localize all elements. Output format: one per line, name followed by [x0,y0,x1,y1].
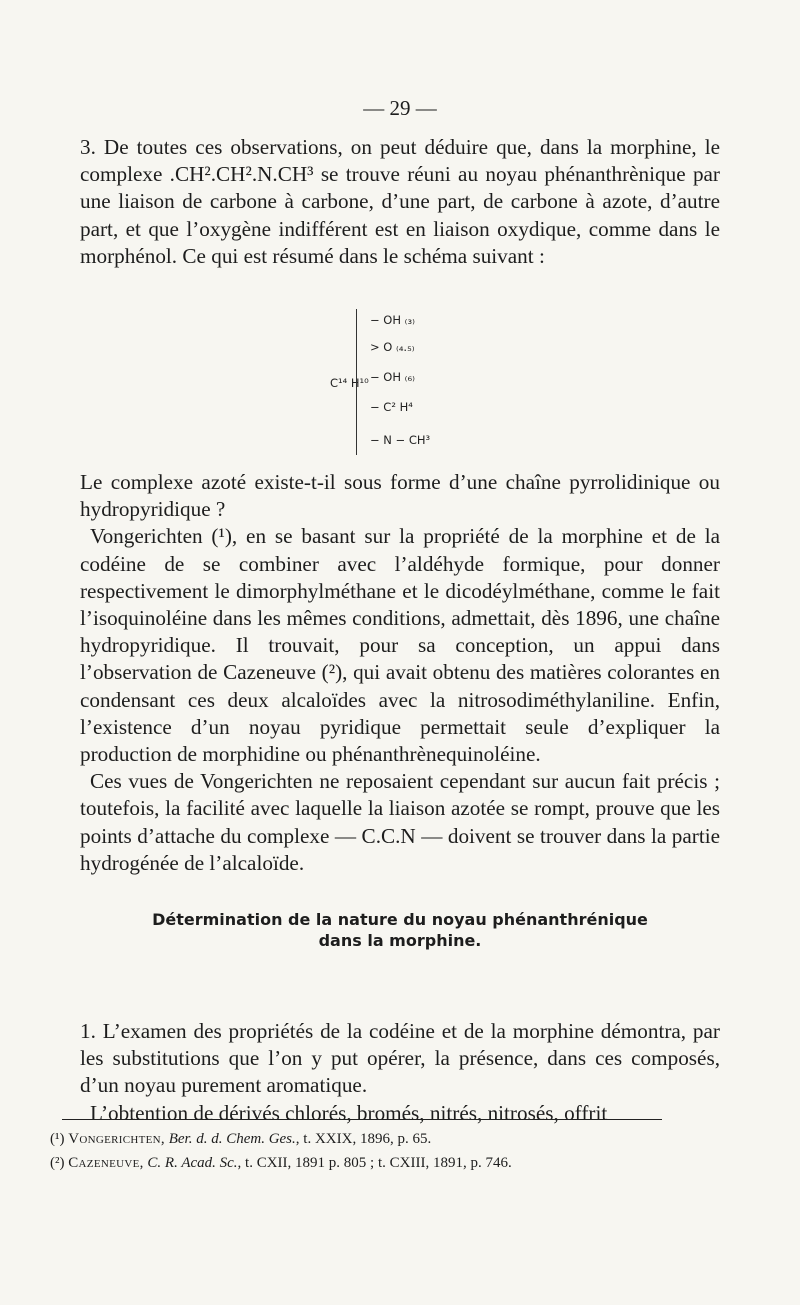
formula-row: − OH ₍₃₎ [370,313,415,327]
paragraph-last: L’obtention de dérivés chlorés, bromés, nitrés, nitrosés, offrit [90,1100,608,1125]
heading-line-1: Détermination de la nature du noyau phénanthrénique [152,910,648,929]
chemical-schema [330,309,510,459]
footnote-author: Vongerichten, [68,1131,165,1147]
section-text [80,1018,720,1127]
paragraph-3 [80,134,720,270]
main-text [80,469,720,877]
footnote-mark: (²) [50,1155,65,1171]
paragraph-question: Le complexe azoté existe-t-il sous forme d’une chaîne pyrrolidinique ou hydropyridique ? [80,470,720,522]
footnote-2 [50,1151,690,1175]
formula-brace [356,309,365,455]
section-heading [80,909,720,951]
footnote-mark: (¹) [50,1131,65,1147]
footnote-ref: , t. CXII, 1891 p. 805 ; t. CXIII, 1891, p. 746. [237,1155,512,1171]
formula-row: − N − CH³ [370,433,431,447]
formula-row: − C² H⁴ [370,400,413,414]
formula-row: > O ₍₄.₅₎ [370,340,415,354]
paragraph-vongerichten: Vongerichten (¹), en se basant sur la propriété de la morphine et de la codéine de se combiner avec l’aldéhyde formique, pour donner respectivement le dimorphylméthane et le dicodéylméthane, comme le fait l’isoquinoléine dans les mêmes conditions, admettait, dès 1896, une chaîne hydropyridique. Il trouvait, pour sa conception, un appui dans l’observation de Cazeneuve (²), qui avait obtenu des matières colorantes en condensant ces deux alcaloïdes avec la nitrosodiméthylaniline. Enfin, l’existence d’un noyau pyridique permettait seule d’expliquer la production de morphidine ou phénanthrènequinoléine. [80,524,720,767]
paragraph-text: 3. De toutes ces observations, on peut déduire que, dans la morphine, le complexe .CH².CH².N.CH³ se trouve réuni au noyau phénanthrènique par une liaison de carbone à carbone, d’une part, de carbone à azote, d’autre part, et que l’oxygène indifférent est en liaison oxydique, comme dans le morphénol. Ce qui est résumé dans le schéma suivant : [80,135,720,268]
footnote-1 [50,1127,690,1151]
footnotes [50,1127,690,1175]
paragraph-vues: Ces vues de Vongerichten ne reposaient cependant sur aucun fait précis ; toutefois, la facilité avec laquelle la liaison azotée se rompt, prouve que les points d’attache du complexe — C.C.N — doivent se trouver dans la partie hydrogénée de l’alcaloïde. [80,769,720,875]
paragraph-1: 1. L’examen des propriétés de la codéine et de la morphine démontra, par les substitutions que l’on y put opérer, la présence, dans ces composés, d’un noyau purement aromatique. [80,1019,720,1098]
footnote-rule [62,1119,662,1120]
heading-line-2: dans la morphine. [318,931,482,950]
formula-row: − OH ₍₆₎ [370,370,415,384]
page-number: — 29 — [363,96,437,120]
footnote-journal: Ber. d. d. Chem. Ges. [168,1131,296,1147]
footnote-journal: C. R. Acad. Sc. [147,1155,238,1171]
footnote-author: Cazeneuve, [68,1155,144,1171]
formula-base: C¹⁴ H¹⁰ [330,376,369,390]
footnote-ref: , t. XXIX, 1896, p. 65. [295,1131,432,1147]
